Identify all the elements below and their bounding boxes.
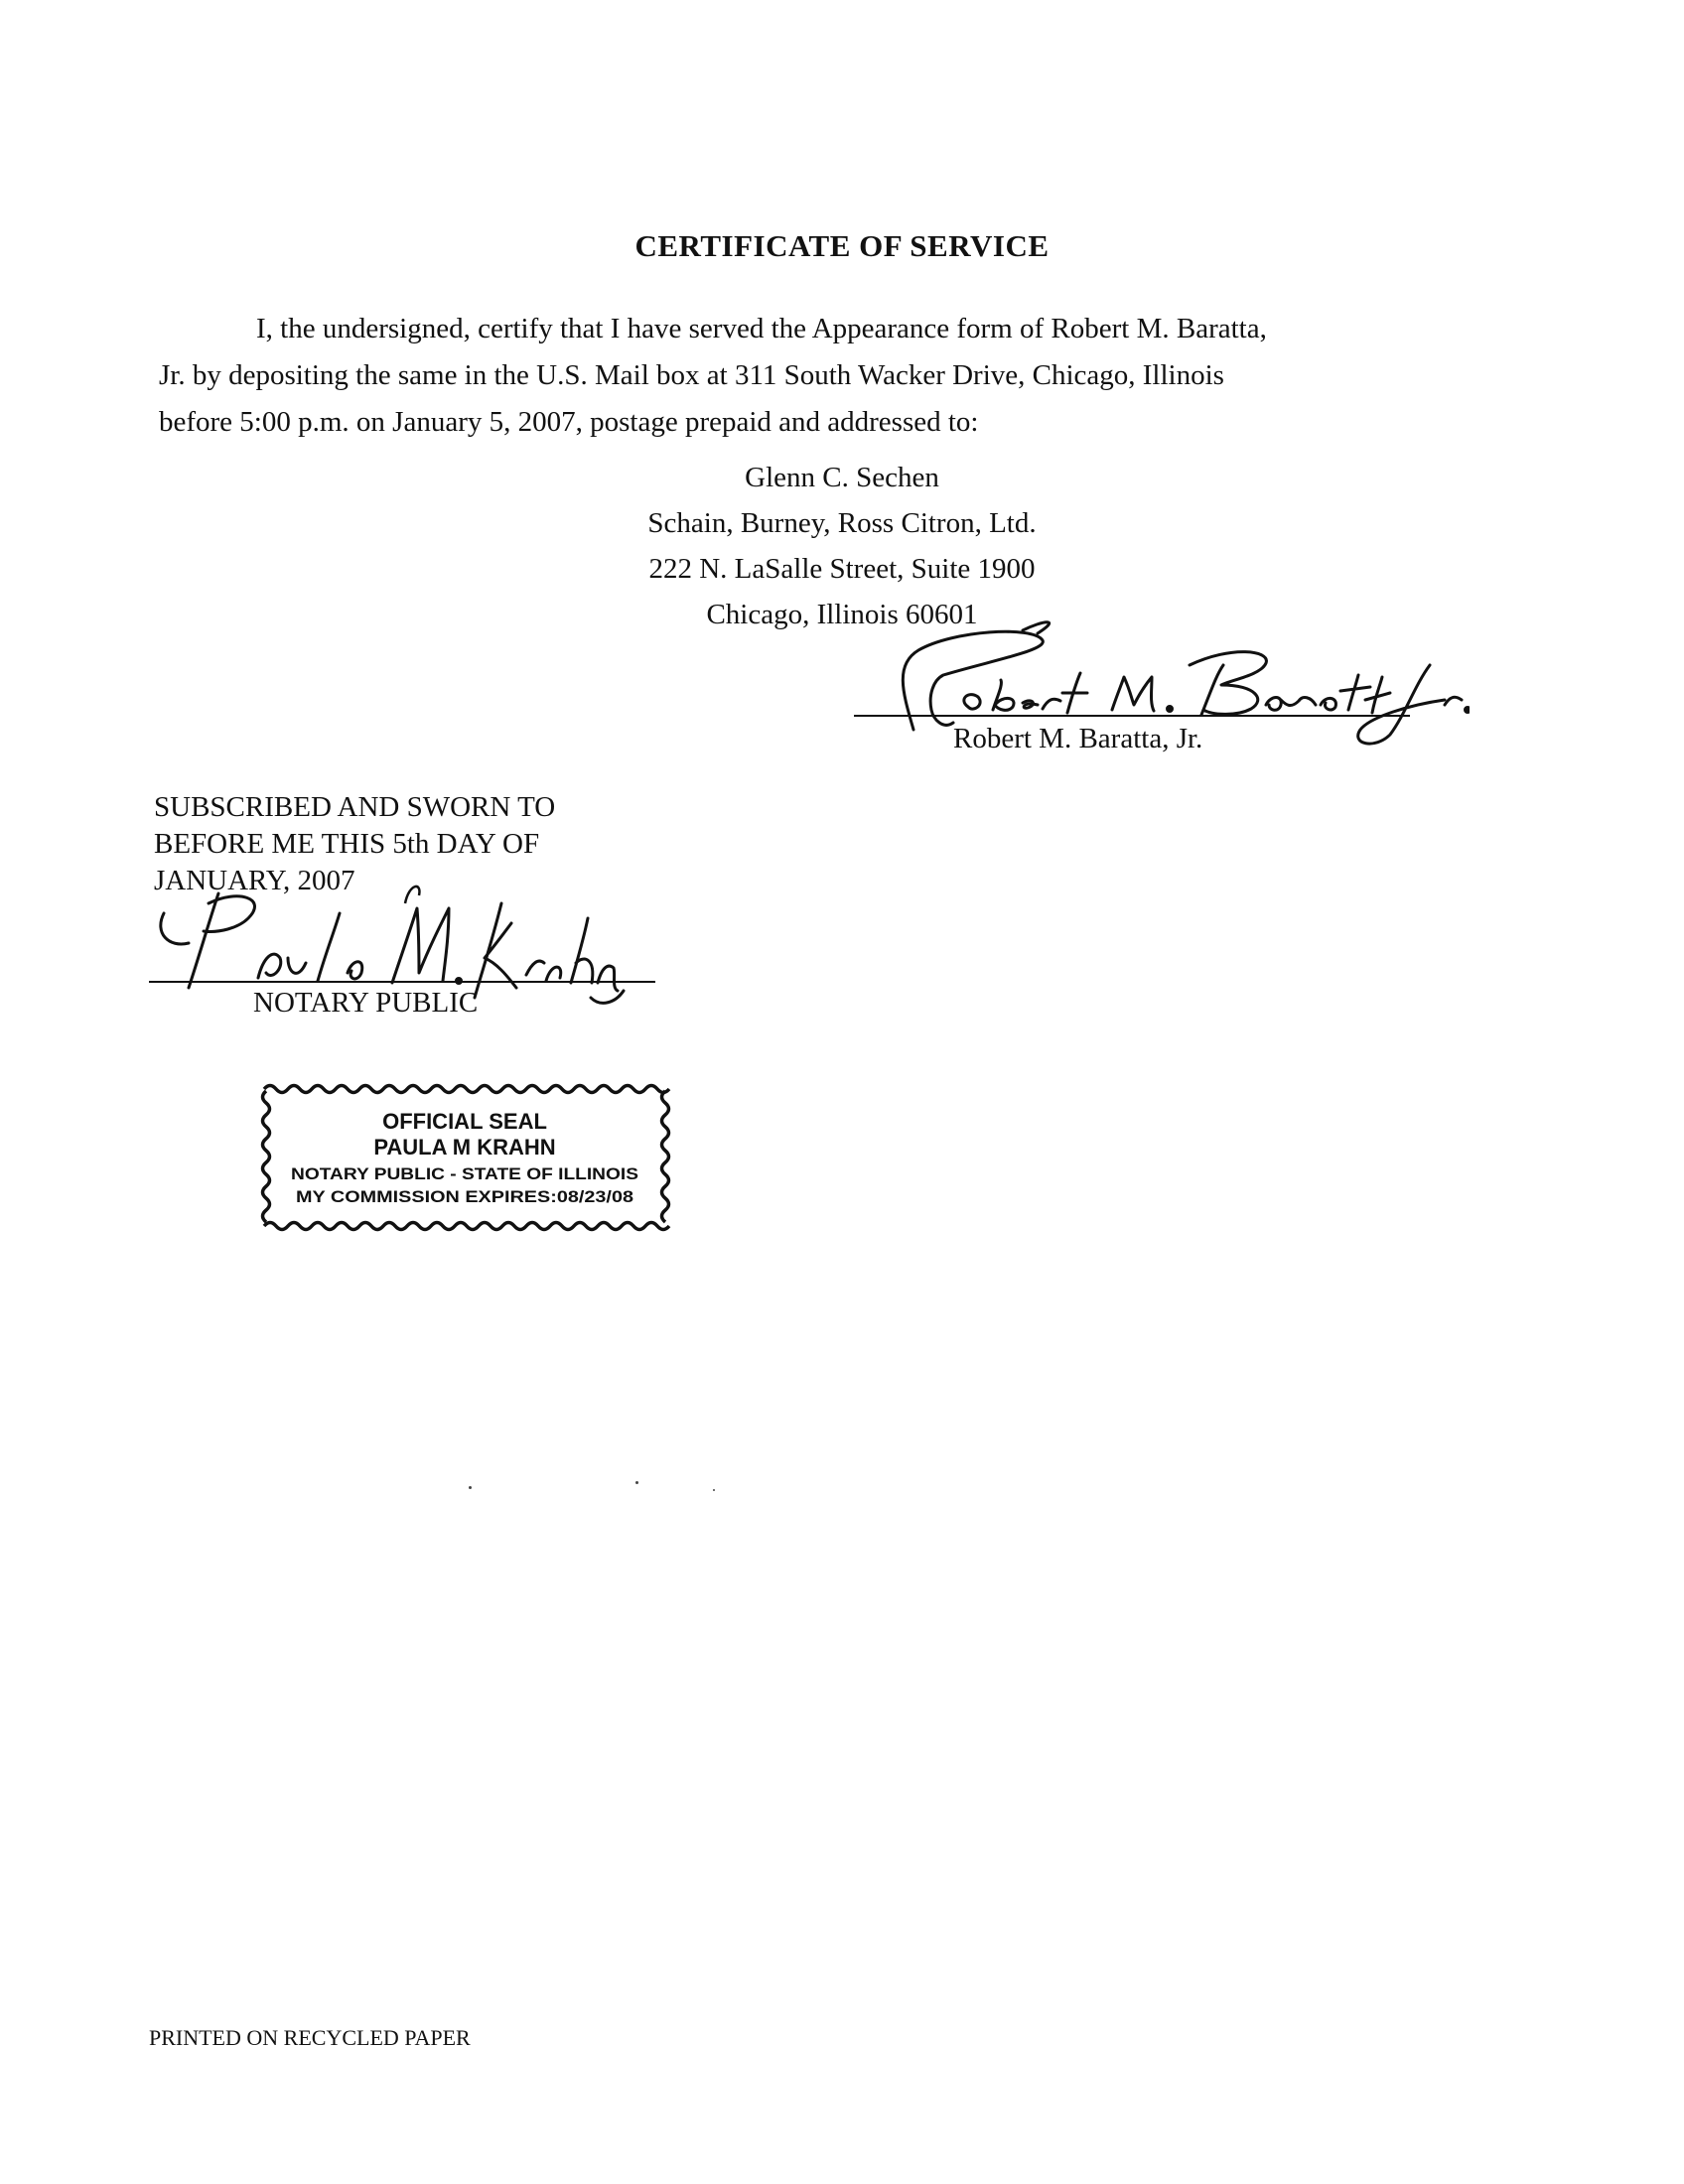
- paragraph-line-2: Jr. by depositing the same in the U.S. Mail box at 311 South Wacker Drive, Chicago, Illinois: [159, 359, 1224, 391]
- seal-line-1: OFFICIAL SEAL: [382, 1109, 547, 1134]
- footer-note: PRINTED ON RECYCLED PAPER: [149, 2025, 471, 2050]
- seal-line-3: NOTARY PUBLIC - STATE OF ILLINOIS: [291, 1164, 638, 1183]
- jurat-line-1: SUBSCRIBED AND SWORN TO: [154, 791, 556, 823]
- seal-line-2: PAULA M KRAHN: [373, 1135, 556, 1160]
- scan-speck: [635, 1481, 638, 1484]
- signer-printed-name: Robert M. Baratta, Jr.: [953, 723, 1203, 754]
- signer-signature-line: [854, 715, 1410, 717]
- scan-speck: [469, 1486, 472, 1489]
- document-title: CERTIFICATE OF SERVICE: [634, 228, 1050, 263]
- paragraph-line-1: I, the undersigned, certify that I have served the Appearance form of Robert M. Baratta,: [256, 313, 1267, 344]
- seal-line-4: MY COMMISSION EXPIRES:08/23/08: [296, 1187, 633, 1206]
- jurat-line-2: BEFORE ME THIS 5th DAY OF: [154, 828, 540, 860]
- paragraph-line-3: before 5:00 p.m. on January 5, 2007, postage prepaid and addressed to:: [159, 406, 979, 438]
- recipient-street: 222 N. LaSalle Street, Suite 1900: [648, 553, 1036, 585]
- recipient-name: Glenn C. Sechen: [745, 462, 939, 493]
- notary-public-label: NOTARY PUBLIC: [253, 987, 479, 1019]
- jurat-line-3: JANUARY, 2007: [154, 865, 355, 896]
- recipient-firm: Schain, Burney, Ross Citron, Ltd.: [647, 507, 1037, 539]
- official-seal-stamp: [256, 1077, 673, 1236]
- notary-signature-line: [149, 981, 655, 983]
- recipient-city: Chicago, Illinois 60601: [706, 599, 978, 630]
- certification-paragraph: [159, 306, 1420, 446]
- scan-speck: [713, 1489, 715, 1491]
